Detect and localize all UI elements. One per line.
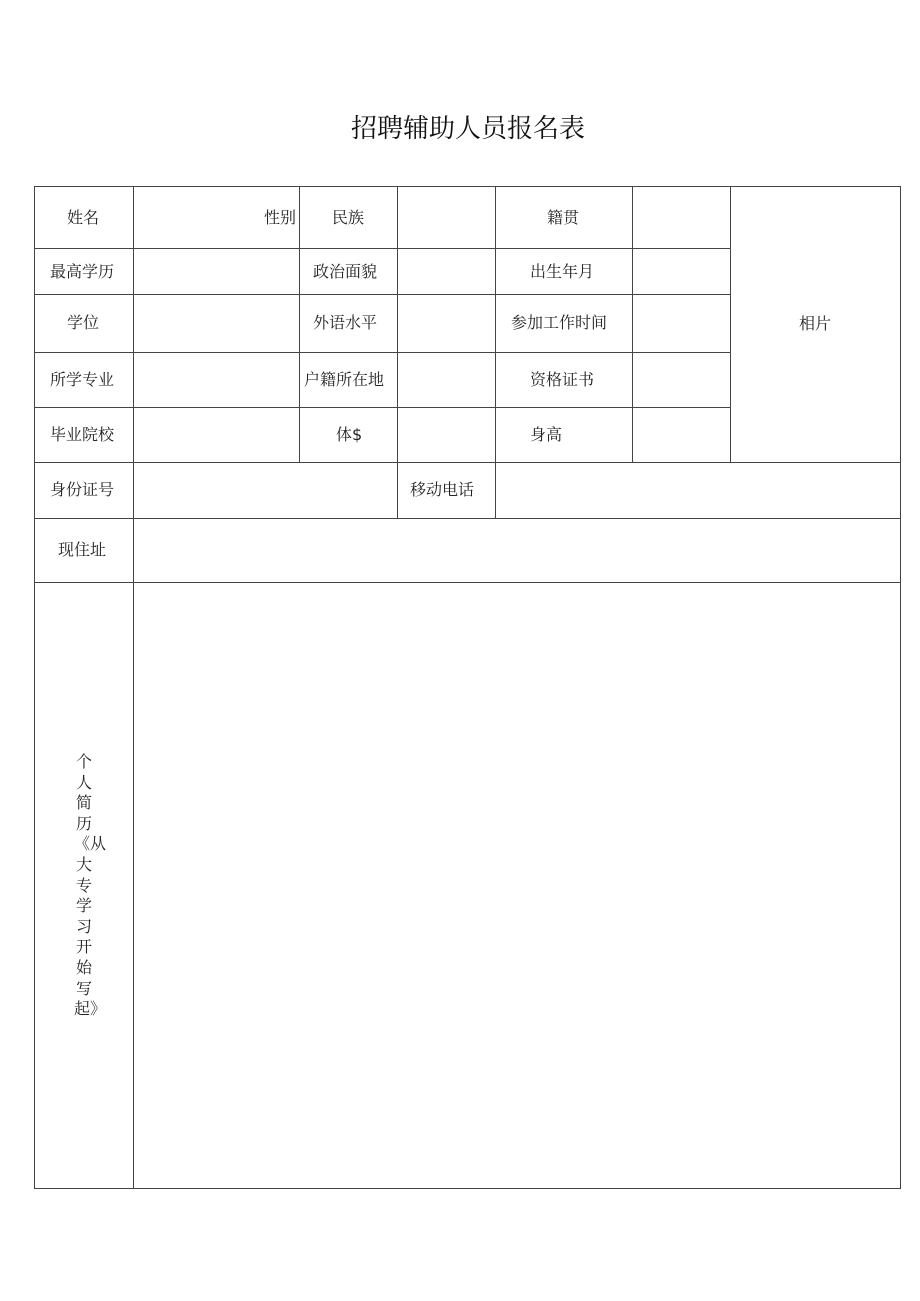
foreign-language-field[interactable] — [398, 295, 495, 352]
resume-label: 个人简历《从大专学习开始写起》 — [74, 752, 107, 1019]
name-field[interactable] — [134, 187, 254, 248]
birth-date-field[interactable] — [633, 249, 730, 294]
weight-label: 体$ — [336, 425, 363, 444]
mobile-label: 移动电话 — [410, 480, 475, 499]
height-field[interactable] — [633, 408, 730, 462]
education-label: 最高学历 — [50, 262, 115, 281]
form-title: 招聘辅助人员报名表 — [350, 114, 585, 144]
native-place-label: 籍贯 — [547, 208, 580, 227]
id-number-label: 身份证号 — [50, 480, 115, 499]
address-field[interactable] — [134, 519, 900, 582]
ethnicity-field[interactable] — [398, 187, 495, 248]
school-field[interactable] — [134, 408, 299, 462]
native-place-field[interactable] — [633, 187, 730, 248]
name-label: 姓名 — [67, 208, 100, 227]
political-status-label: 政治面貌 — [313, 262, 378, 281]
gender-label: 性别 — [264, 208, 297, 227]
resume-field[interactable] — [134, 583, 900, 1188]
foreign-language-label: 外语水平 — [313, 313, 378, 332]
birth-date-label: 出生年月 — [530, 262, 595, 281]
degree-label: 学位 — [67, 313, 100, 332]
height-label: 身高 — [530, 425, 563, 444]
ethnicity-label: 民族 — [332, 208, 365, 227]
photo-label: 相片 — [799, 314, 832, 333]
degree-field[interactable] — [134, 295, 299, 352]
household-location-field[interactable] — [398, 353, 495, 407]
political-status-field[interactable] — [398, 249, 495, 294]
education-field[interactable] — [134, 249, 299, 294]
id-number-field[interactable] — [134, 463, 397, 518]
major-field[interactable] — [134, 353, 299, 407]
weight-field[interactable] — [398, 408, 495, 462]
certificate-label: 资格证书 — [530, 370, 595, 389]
certificate-field[interactable] — [633, 353, 730, 407]
address-label: 现住址 — [58, 540, 107, 559]
work-start-label: 参加工作时间 — [511, 313, 608, 332]
mobile-field[interactable] — [496, 463, 900, 518]
grid-line — [299, 186, 300, 463]
major-label: 所学专业 — [50, 370, 115, 389]
school-label: 毕业院校 — [50, 425, 115, 444]
household-location-label: 户籍所在地 — [304, 370, 385, 389]
work-start-field[interactable] — [633, 295, 730, 352]
